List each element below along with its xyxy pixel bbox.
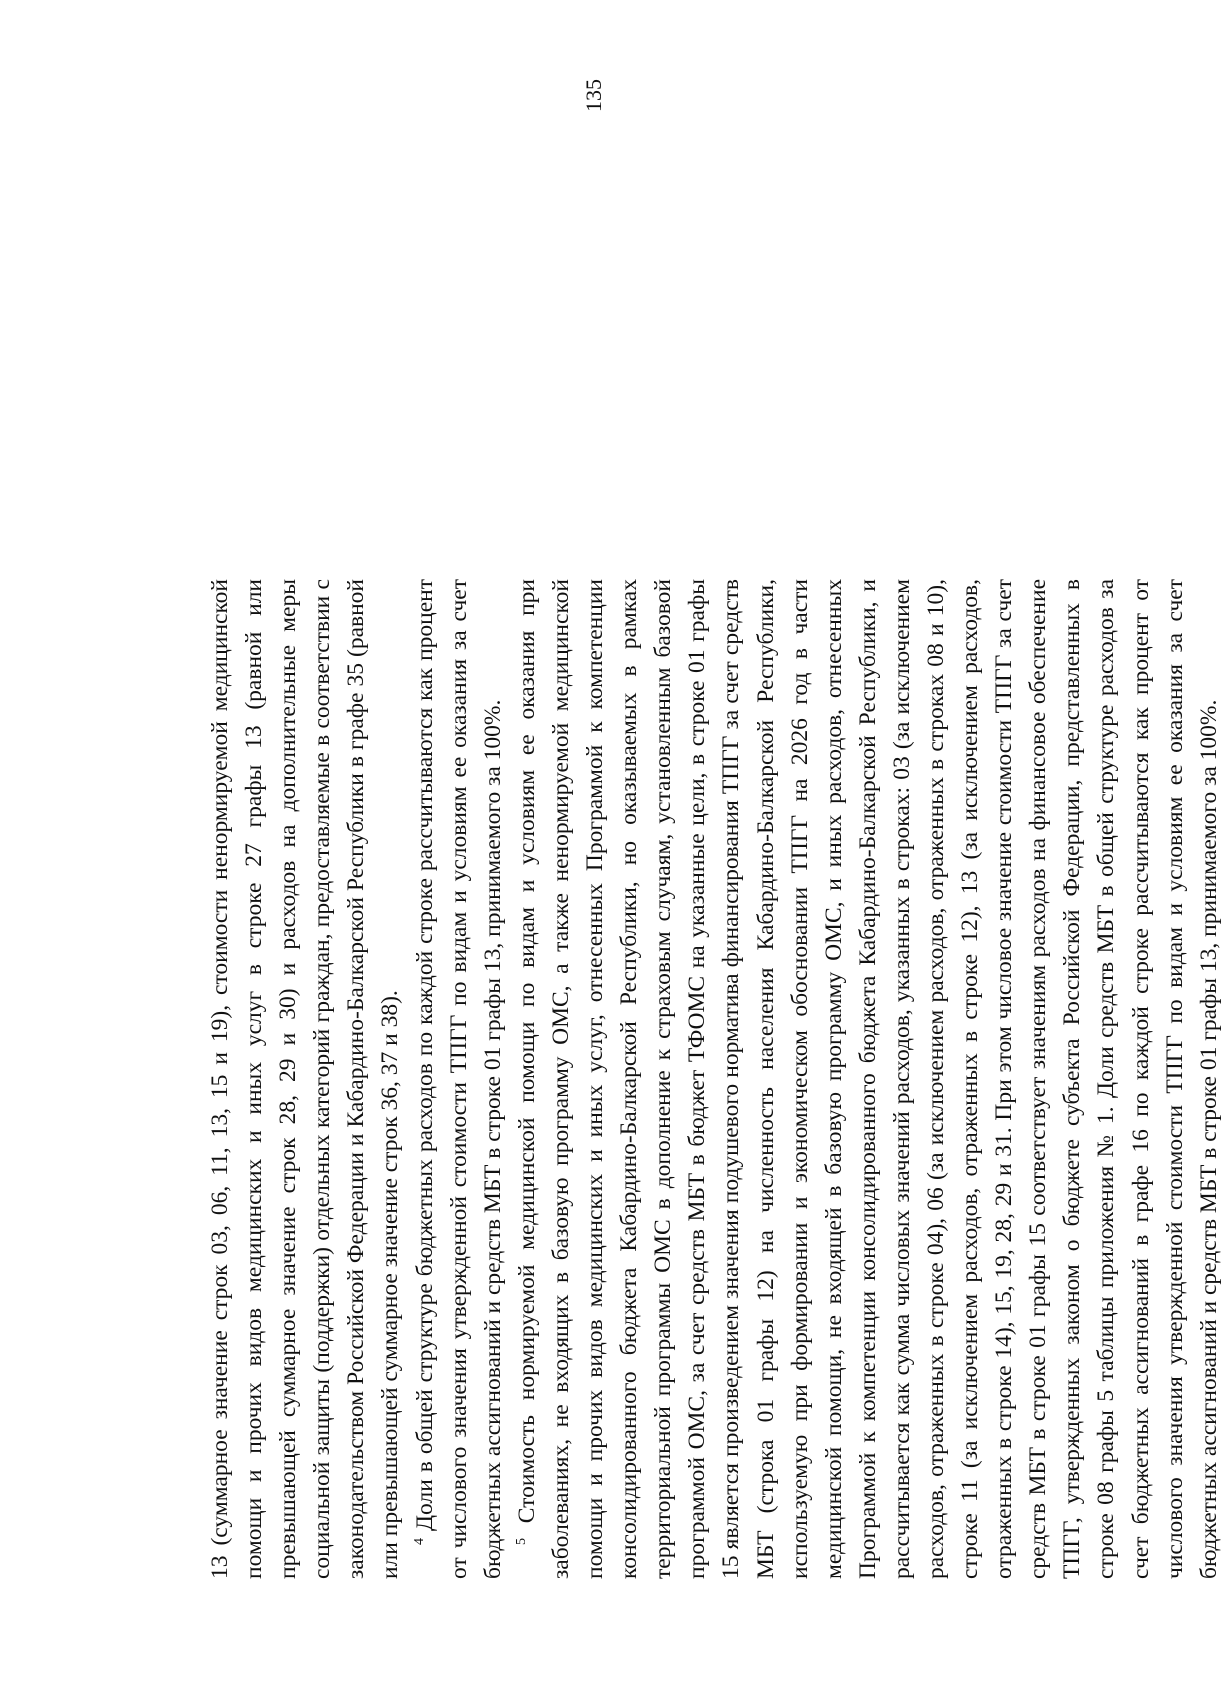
footnote-marker: 5 <box>513 1538 529 1545</box>
footnote-4-paragraph <box>408 579 510 1579</box>
paragraph-text: Доли в общей структуре бюджетных расходов по каждой строке рассчитываются как процент от числового значения утвержденной стоимости ТПГГ по видам и условиям ее оказания за счет бюджетных ассигнований и средств МБТ в строке 01 графы 13, принимаемого за 100%. <box>411 579 506 1579</box>
paragraph-text: 13 (суммарное значение строк 03, 06, 11, 13, 15 и 19), стоимости ненормируемой медицинской помощи и прочих видов медицинских и иных услуг в строке 27 графы 13 (равной или превышающей суммарное значение строк 28, 29 и 30) и расходов на дополнительные меры социальной защиты (поддержки) отдельных категорий граждан, предоставляемые в соответствии с законодательством Российской Федерации и Кабардино-Балкарской Республики в графе 35 (равной или превышающей суммарное значение строк 36, 37 и 38). <box>207 579 404 1579</box>
rotated-page-content <box>203 69 1222 1629</box>
paragraph-text: Стоимость нормируемой медицинской помощи по видам и условиям ее оказания при заболеваниях, не входящих в базовую программу ОМС, а также ненормируемой медицинской помощи и прочих видов медицинских и иных услуг, отнесенных Программой к компетенции консолидированного бюджета Кабардино-Балкарской Республики, но оказываемых в рамках территориальной программы ОМС в дополнение к страховым случаям, установленным базовой программой ОМС, за счет средств МБТ в бюджет ТФОМС на указанные цели, в строке 01 графы 15 является произведением значения подушевого норматива финансирования ТПГГ за счет средств МБТ (строка 01 графы 12) на численность населения Кабардино-Балкарской Республики, используемую при формировании и экономическом обосновании ТПГГ на 2026 год в части медицинской помощи, не входящей в базовую программу ОМС, и иных расходов, отнесенных Программой к компетенции консолидированного бюджета Кабардино-Балкарской Республики, и рассчитывается как сумма числовых значений расходов, указанных в строках: 03 (за исключением расходов, отраженных в строке 04), 06 (за исключением расходов, отраженных в строках 08 и 10), строке 11 (за исключением расходов, отраженных в строке 12), 13 (за исключением расходов, отраженных в строке 14), 15, 19, 28, 29 и 31. При этом числовое значение стоимости ТПГГ за счет средств МБТ в строке 01 графы 15 соответствует значениям расходов на финансовое обеспечение ТПГГ, утвержденных законом о бюджете субъекта Российской Федерации, представленных в строке 08 графы 5 таблицы приложения № 1. Доли средств МБТ в общей структуре расходов за счет бюджетных ассигнований в графе 16 по каждой строке рассчитываются как процент от числового значения утвержденной стоимости ТПГГ по видам и условиям ее оказания за счет бюджетных ассигнований и средств МБТ в строке 01 графы 13, принимаемого за 100%. <box>513 579 1222 1579</box>
continuation-paragraph <box>203 579 408 1579</box>
document-body <box>203 579 1222 1579</box>
page-number: 135 <box>581 79 606 112</box>
footnote-5-paragraph <box>510 579 1226 1579</box>
footnote-marker: 4 <box>411 1538 427 1545</box>
